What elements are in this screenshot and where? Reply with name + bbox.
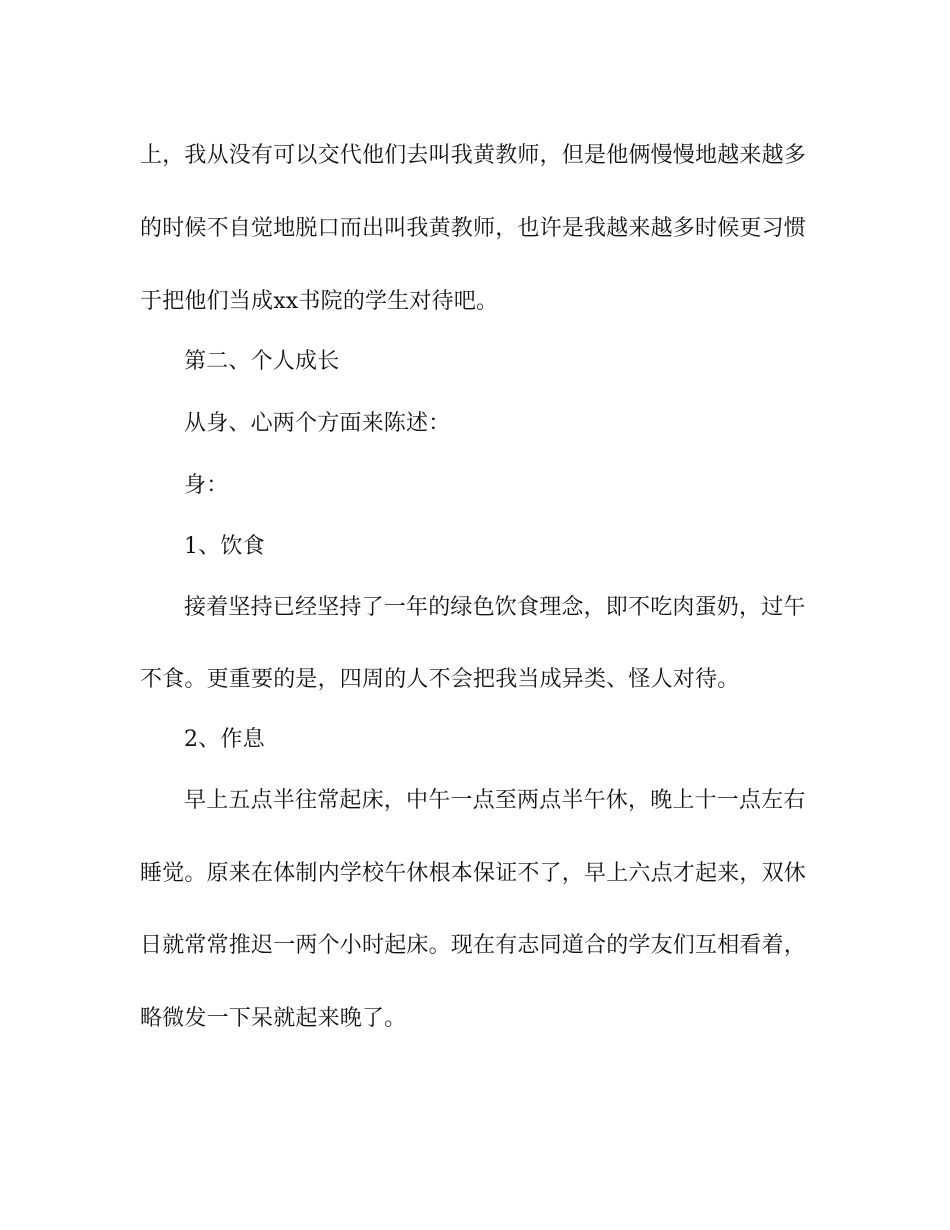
paragraph-line: 睡觉。原来在体制内学校午休根本保证不了，早上六点才起来，双休 — [140, 861, 807, 886]
subheading: 身： — [184, 473, 229, 498]
paragraph-line: 不食。更重要的是，四周的人不会把我当成异类、怪人对待。 — [140, 667, 740, 692]
paragraph-line: 上，我从没有可以交代他们去叫我黄教师，但是他俩慢慢地越来越多 — [140, 143, 807, 168]
list-heading: 2、作息 — [184, 727, 265, 752]
paragraph-line: 日就常常推迟一两个小时起床。现在有志同道合的学友们互相看着， — [140, 933, 807, 958]
list-heading: 1、饮食 — [184, 534, 265, 559]
paragraph-line: 接着坚持已经坚持了一年的绿色饮食理念，即不吃肉蛋奶，过午 — [184, 595, 806, 620]
paragraph-line: 早上五点半往常起床，中午一点至两点半午休，晚上十一点左右 — [184, 788, 806, 813]
paragraph-line: 从身、心两个方面来陈述： — [184, 411, 451, 436]
paragraph-line: 略微发一下呆就起来晚了。 — [140, 1006, 407, 1031]
paragraph-line: 的时候不自觉地脱口而出叫我黄教师，也许是我越来越多时候更习惯 — [140, 216, 807, 241]
paragraph-line: 于把他们当成xx书院的学生对待吧。 — [140, 289, 499, 314]
section-heading: 第二、个人成长 — [184, 349, 340, 374]
